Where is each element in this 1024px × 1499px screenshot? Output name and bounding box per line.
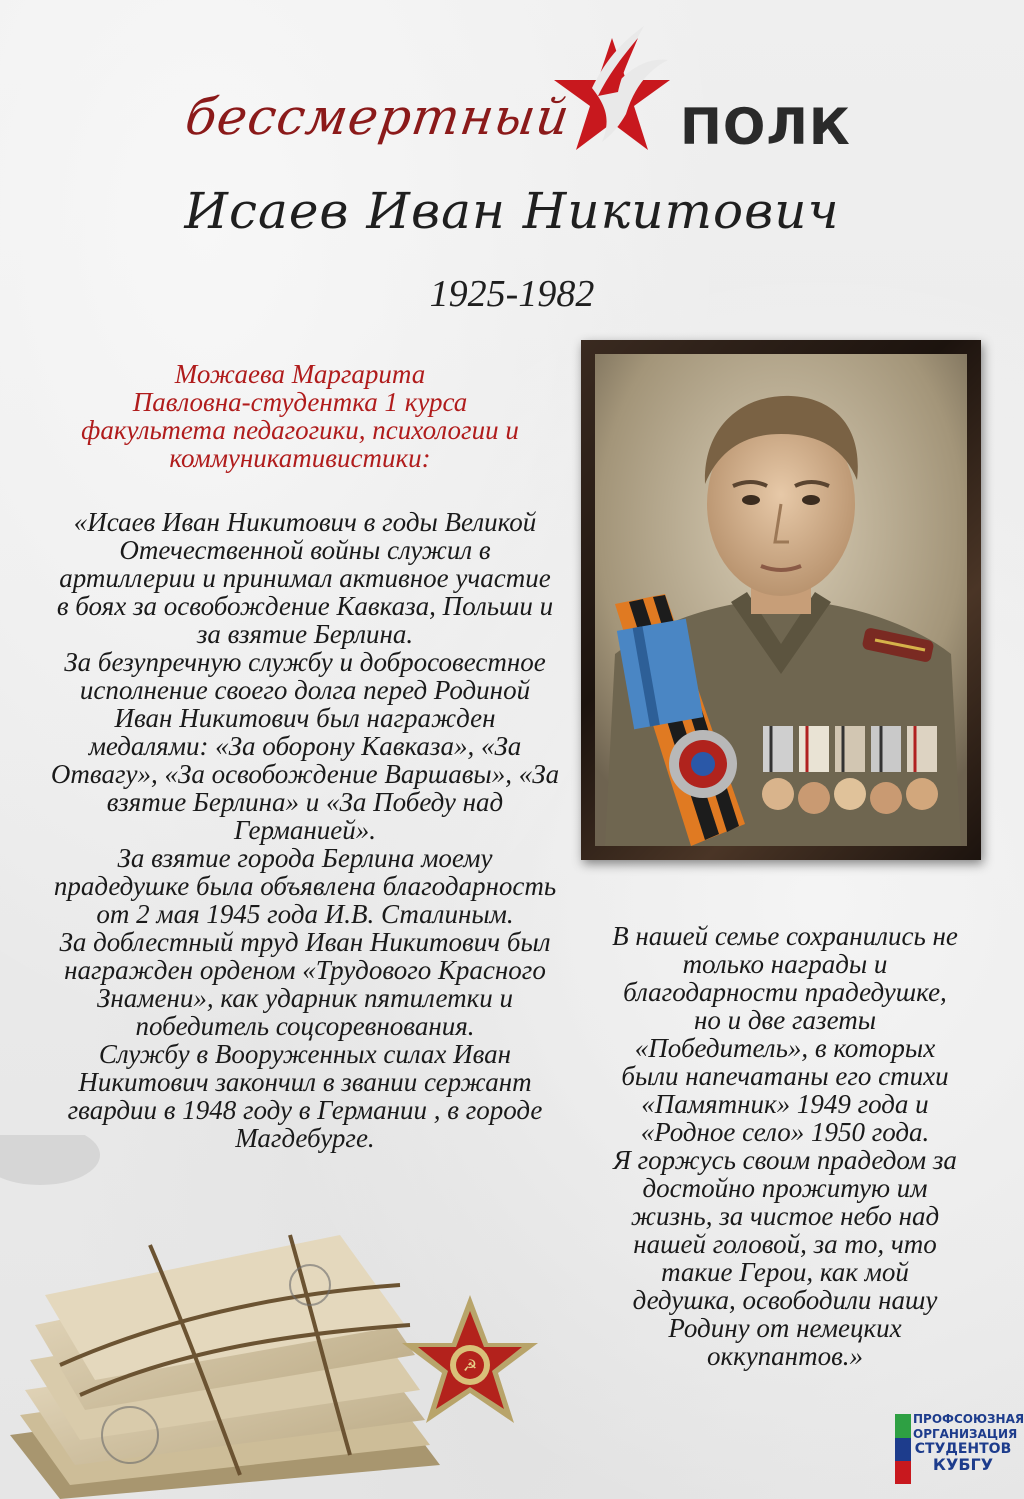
story-line: гвардии в 1948 году в Германии , в городе: [67, 1095, 543, 1125]
story-line: За доблестный труд Иван Никитович был: [59, 927, 551, 957]
story-line: Иван Никитович был награжден: [114, 703, 496, 733]
story-line: Знамени», как ударник пятилетки и: [96, 983, 514, 1013]
flag-icon: [895, 1414, 911, 1484]
story-line: Отвагу», «За освобождение Варшавы», «За: [50, 759, 560, 789]
story-line: Германией».: [233, 815, 377, 845]
author-line: Можаева Маргарита: [174, 359, 426, 389]
red-star-crane-icon: [552, 18, 672, 168]
story-line: «Исаев Иван Никитович в годы Великой: [73, 507, 537, 537]
story-line: артиллерии и принимал активное участие: [59, 563, 551, 593]
story-line: нашей головой, за то, что: [633, 1229, 937, 1259]
story-line: «Родное село» 1950 года.: [640, 1117, 930, 1147]
soldier-portrait-icon: [595, 354, 967, 846]
story-line: Отечественной войны служил в: [119, 535, 491, 565]
story-line: взятие Берлина» и «За Победу над: [106, 787, 504, 817]
story-line: оккупантов.»: [706, 1341, 864, 1371]
story-line: были напечатаны его стихи: [621, 1061, 949, 1091]
union-line: ПРОФСОЮЗНАЯ: [913, 1412, 1024, 1426]
author-line: факультета педагогики, психологии и: [81, 415, 519, 445]
story-line: за взятие Берлина.: [196, 619, 414, 649]
story-line: победитель соцсоревнования.: [135, 1011, 475, 1041]
hero-years: 1925-1982: [429, 273, 595, 315]
union-line: КУБГУ: [932, 1455, 994, 1474]
story-line: от 2 мая 1945 года И.В. Сталиным.: [96, 899, 514, 929]
union-logo-text: [913, 1412, 1024, 1474]
story-line: Родину от немецких: [668, 1313, 902, 1343]
story-line: такие Герои, как мой: [661, 1257, 909, 1287]
portrait-frame: [581, 340, 981, 860]
story-line: «Победитель», в которых: [634, 1033, 936, 1063]
logo-script-text: бессмертный: [181, 88, 574, 146]
story-line: «Памятник» 1949 года и: [641, 1089, 929, 1119]
story-line: Магдебурге.: [235, 1123, 375, 1153]
story-left: [20, 508, 590, 1152]
order-of-patriotic-war-icon: [402, 1295, 538, 1423]
story-line: но и две газеты: [694, 1005, 876, 1035]
union-line: ОРГАНИЗАЦИЯ: [913, 1427, 1018, 1441]
story-line: Службу в Вооруженных силах Иван: [98, 1039, 512, 1069]
story-line: Я горжусь своим прадедом за: [613, 1145, 957, 1175]
union-logo: [895, 1412, 1024, 1487]
author-line: коммуникативистики:: [169, 443, 431, 473]
author-block: [40, 360, 560, 472]
svg-text:☭: ☭: [462, 1356, 478, 1375]
story-line: благодарности прадедушке,: [623, 977, 947, 1007]
story-line: только награды и: [682, 949, 888, 979]
story-line: За взятие города Берлина моему: [117, 843, 493, 873]
union-line: СТУДЕНТОВ: [914, 1441, 1012, 1457]
story-line: прадедушке была объявлена благодарность: [53, 871, 557, 901]
story-line: За безупречную службу и добросовестное: [64, 647, 546, 677]
story-line: жизнь, за чистое небо над: [630, 1201, 940, 1231]
author-line: Павловна-студентка 1 курса: [132, 387, 468, 417]
logo-word-text: ПОЛК: [680, 98, 851, 156]
letters-bundle-icon: [0, 1135, 600, 1499]
story-line: медалями: «За оборону Кавказа», «За: [88, 731, 522, 761]
story-right: [575, 922, 995, 1370]
hero-name: Исаев Иван Никитович: [184, 182, 840, 240]
story-line: награжден орденом «Трудового Красного: [64, 955, 546, 985]
story-line: в боях за освобождение Кавказа, Польши и: [56, 591, 554, 621]
portrait-mat: [595, 354, 967, 846]
story-line: достойно прожитую им: [642, 1173, 928, 1203]
story-line: В нашей семье сохранились не: [612, 921, 958, 951]
story-line: Никитович закончил в звании сержант: [78, 1067, 532, 1097]
story-line: дедушка, освободили нашу: [632, 1285, 938, 1315]
story-line: исполнение своего долга перед Родиной: [79, 675, 531, 705]
